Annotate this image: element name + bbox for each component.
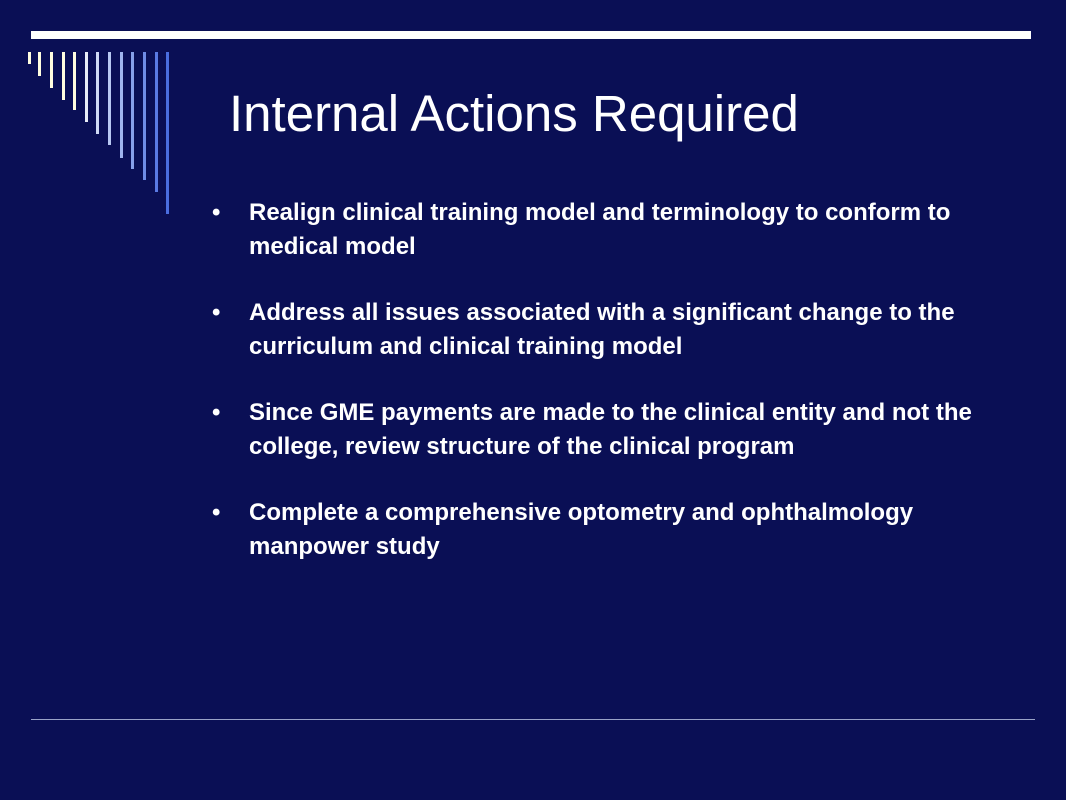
slide-title: Internal Actions Required bbox=[229, 85, 799, 142]
bullet-text: Since GME payments are made to the clinical entity and not the college, review structure of the clinical program bbox=[249, 399, 972, 460]
bullet-marker: • bbox=[212, 399, 221, 426]
stripe bbox=[38, 52, 41, 76]
bullet-list bbox=[212, 196, 1012, 596]
decorative-stripes bbox=[0, 0, 200, 220]
stripe bbox=[96, 52, 99, 134]
stripe bbox=[131, 52, 134, 169]
bullet-text: Complete a comprehensive optometry and ophthalmology manpower study bbox=[249, 499, 914, 560]
stripe bbox=[143, 52, 146, 180]
bullet-marker: • bbox=[212, 199, 221, 226]
stripe bbox=[166, 52, 169, 214]
stripe bbox=[85, 52, 88, 122]
bottom-rule bbox=[31, 719, 1035, 720]
stripe bbox=[120, 52, 123, 158]
stripe bbox=[73, 52, 76, 110]
bullet-marker: • bbox=[212, 299, 221, 326]
bullet-item bbox=[212, 296, 1012, 364]
bullet-text: Realign clinical training model and terminology to conform to medical model bbox=[249, 199, 951, 260]
bullet-text: Address all issues associated with a significant change to the curriculum and clinical training model bbox=[249, 299, 955, 360]
stripe bbox=[62, 52, 65, 100]
stripe bbox=[155, 52, 158, 192]
bullet-item bbox=[212, 196, 1012, 264]
stripe bbox=[50, 52, 53, 88]
bullet-item bbox=[212, 496, 1012, 564]
stripe bbox=[28, 52, 31, 64]
stripe bbox=[108, 52, 111, 145]
bullet-marker: • bbox=[212, 499, 221, 526]
bullet-item bbox=[212, 396, 1012, 464]
